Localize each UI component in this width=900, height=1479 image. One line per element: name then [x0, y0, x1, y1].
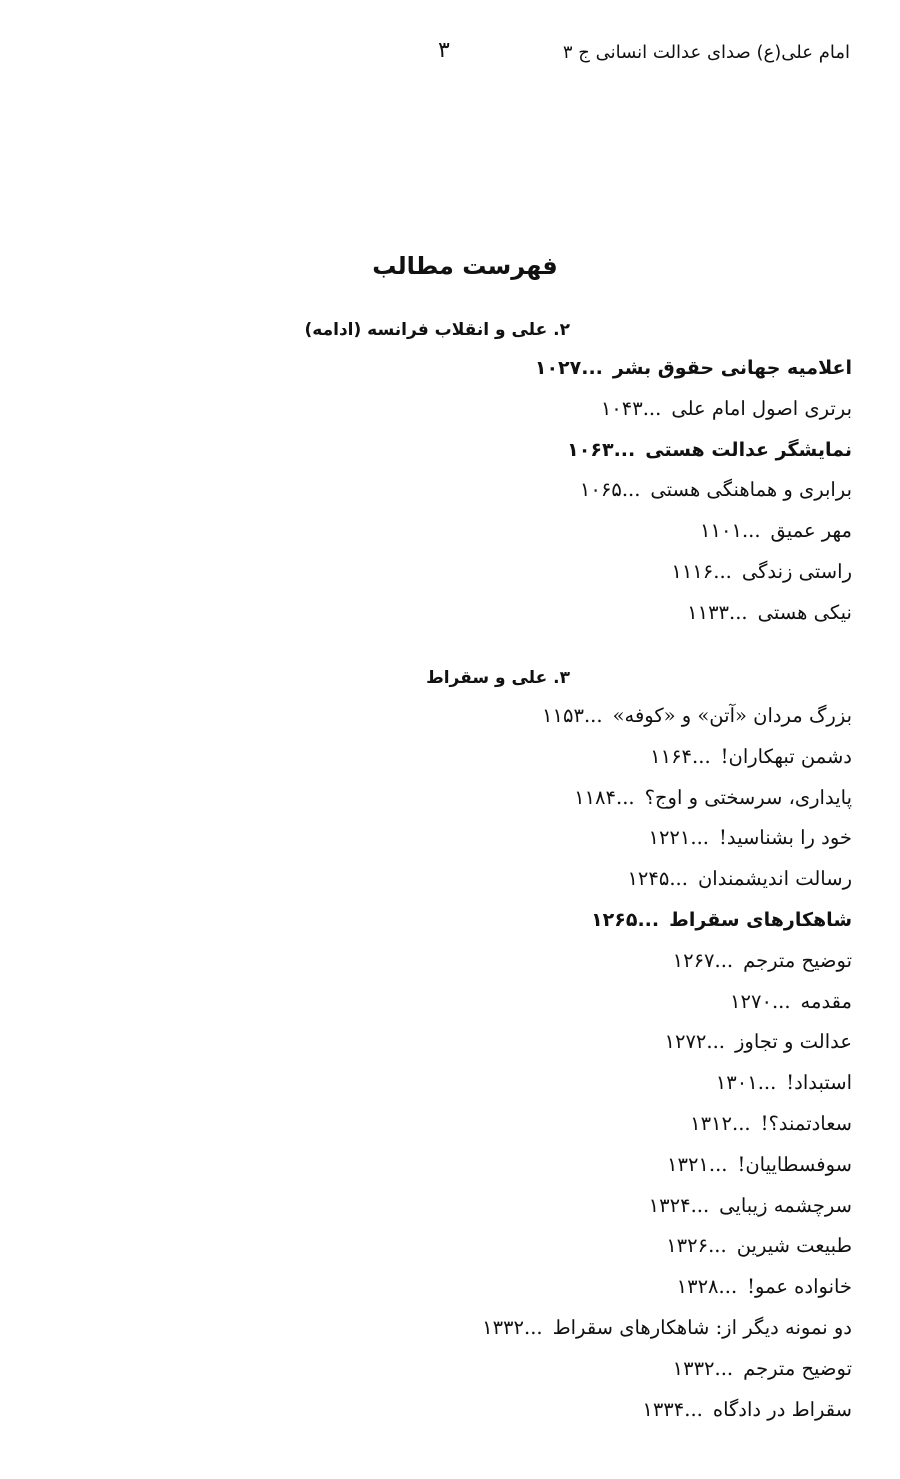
toc-entry-page: ...۱۲۶۵ [591, 908, 660, 931]
toc-entry-title: توضیح مترجم [743, 948, 852, 972]
toc-entry-page: ...۱۰۴۳ [600, 396, 662, 420]
toc-entry-page: ...۱۳۳۲ [672, 1356, 734, 1380]
toc-entry [252, 982, 852, 1023]
toc-entry [252, 1267, 852, 1308]
toc-entry-page: ...۱۳۳۴ [642, 1397, 703, 1421]
toc-entry [252, 1104, 852, 1145]
toc-entry-title: توضیح مترجم [743, 1356, 852, 1380]
toc-entry-title: سرچشمه زیبایی [719, 1193, 852, 1217]
toc-entry-page: ...۱۳۳۲ [482, 1315, 543, 1339]
toc-entry [252, 389, 852, 430]
toc-entry [252, 511, 852, 552]
toc-entry [252, 778, 852, 819]
toc-entry-title: خانواده عمو! [747, 1275, 852, 1299]
toc-entry [252, 430, 852, 471]
toc-entry [252, 1349, 852, 1390]
toc-entry-title: بزرگ مردان «آتن» و «کوفه» [612, 704, 852, 727]
toc-entry-title: نیکی هستی [757, 600, 852, 624]
toc-entry-title: اعلامیه جهانی حقوق بشر [612, 357, 852, 379]
toc-entry-page: ...۱۱۳۳ [687, 600, 748, 624]
toc-entry-page: ...۱۰۲۷ [534, 357, 603, 379]
toc-entry-page: ...۱۳۲۶ [666, 1234, 727, 1258]
toc-entry-title: سعادتمند؟! [760, 1111, 852, 1135]
page-number: ۳ [438, 38, 450, 63]
toc-entry-title: مهر عمیق [770, 519, 852, 543]
toc-entry-page: ...۱۱۰۱ [700, 519, 761, 543]
toc-entry [252, 818, 852, 859]
toc-entry-page: ...۱۳۰۱ [715, 1071, 777, 1095]
section-heading: ۲. علی و انقلاب فرانسه (ادامه) [304, 320, 570, 340]
toc-entry-title: سقراط در دادگاه [712, 1397, 852, 1421]
toc-entry-page: ...۱۳۲۱ [667, 1152, 728, 1176]
toc-entry [252, 1390, 852, 1431]
toc-entry-title: برتری اصول امام علی [671, 396, 852, 420]
toc-entry-title: دشمن تبهکاران! [720, 744, 852, 768]
toc-entry-title: خود را بشناسید! [719, 826, 852, 850]
toc-title: فهرست مطالب [372, 252, 558, 280]
toc-entry [252, 593, 852, 634]
toc-entry-page: ...۱۱۶۴ [650, 744, 711, 768]
toc-entry-title: شاهکارهای سقراط [669, 908, 852, 931]
toc-entry-page: ...۱۳۱۲ [690, 1111, 751, 1135]
toc-entry-title: استبداد! [786, 1071, 852, 1095]
toc-entry [252, 552, 852, 593]
toc-entry-title: رسالت اندیشمندان [697, 867, 852, 891]
toc-entry [252, 1186, 852, 1227]
toc-entry-page: ...۱۱۸۴ [574, 785, 635, 809]
toc-entry [252, 859, 852, 900]
toc-entry-title: طبیعت شیرین [736, 1234, 852, 1258]
toc-entry-title: نمایشگر عدالت هستی [645, 438, 852, 461]
toc-entry-page: ...۱۳۲۸ [676, 1275, 738, 1299]
toc-entry-page: ...۱۲۷۰ [730, 989, 791, 1013]
toc-entry [252, 941, 852, 982]
toc-list [252, 348, 852, 634]
toc-entry-page: ...۱۳۲۴ [648, 1193, 710, 1217]
section-heading: ۳. علی و سقراط [426, 668, 570, 688]
toc-entry [252, 470, 852, 511]
toc-entry-title: راستی زندگی [741, 559, 852, 583]
toc-entry-title: مقدمه [800, 989, 852, 1013]
toc-entry [252, 1063, 852, 1104]
toc-entry-page: ...۱۰۶۳ [567, 438, 636, 461]
toc-entry-title: برابری و هماهنگی هستی [650, 478, 852, 502]
toc-entry-page: ...۱۰۶۵ [579, 478, 641, 502]
running-header-title: امام علی(ع) صدای عدالت انسانی ج ۳ [562, 42, 850, 63]
toc-entry-title: عدالت و تجاوز [735, 1030, 852, 1054]
toc-entry-page: ...۱۱۵۳ [542, 704, 603, 727]
toc-entry [252, 348, 852, 389]
toc-entry-page: ...۱۲۲۱ [648, 826, 709, 850]
toc-entry-title: دو نمونه دیگر از: شاهکارهای سقراط [552, 1315, 852, 1339]
toc-entry-page: ...۱۲۶۷ [672, 948, 734, 972]
toc-entry-page: ...۱۲۴۵ [627, 867, 688, 891]
toc-entry [252, 900, 852, 941]
page-header [0, 38, 900, 72]
toc-entry [252, 1022, 852, 1063]
toc-entry [252, 1226, 852, 1267]
toc-entry-title: سوفسطاییان! [737, 1152, 852, 1176]
toc-entry [252, 1145, 852, 1186]
toc-entry-page: ...۱۱۱۶ [671, 559, 732, 583]
toc-list [252, 696, 852, 1430]
toc-entry [252, 737, 852, 778]
toc-entry [252, 696, 852, 737]
toc-entry [252, 1308, 852, 1349]
toc-entry-page: ...۱۲۷۲ [664, 1030, 726, 1054]
toc-entry-title: پایداری، سرسختی و اوج؟ [644, 785, 852, 809]
